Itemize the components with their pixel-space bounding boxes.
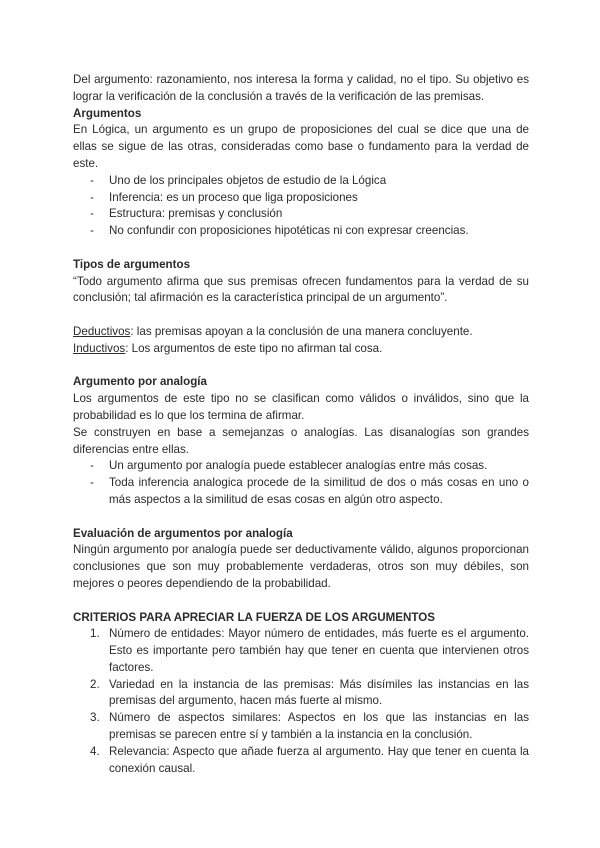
- intro-paragraph: Del argumento: razonamiento, nos interesa la forma y calidad, no el tipo. Su objetivo es lograr la verificación de la conclusión a través de la verificación de las premisas.: [73, 73, 529, 103]
- document-page: [73, 72, 529, 777]
- spacer: [73, 358, 529, 375]
- spacer: [73, 593, 529, 610]
- list-item: [73, 710, 529, 744]
- dash-bullet: -: [90, 190, 94, 204]
- list-item-text: Inferencia: es un proceso que liga proposiciones: [109, 190, 358, 204]
- evaluacion-paragraph: Ningún argumento por analogía puede ser deductivamente válido, algunos proporcionan conclusiones que son muy probablemente verdaderas, otros son muy débiles, son mejores o peores dependiendo de la probabilidad.: [73, 543, 529, 590]
- dash-bullet: -: [90, 459, 94, 473]
- argumentos-list: [73, 173, 529, 240]
- list-item-text: Estructura: premisas y conclusión: [109, 207, 283, 221]
- analogia-paragraph-2: Se construyen en base a semejanzas o analogías. Las disanalogías son grandes diferencias entre ellas.: [73, 425, 529, 456]
- dash-bullet: -: [90, 207, 94, 221]
- analogia-paragraph-1: Los argumentos de este tipo no se clasifican como válidos o inválidos, sino que la probabilidad es lo que los termina de afirmar.: [73, 392, 529, 422]
- list-item: [73, 677, 529, 711]
- inductivos-text: : Los argumentos de este tipo no afirman tal cosa.: [125, 341, 383, 355]
- list-item-text: No confundir con proposiciones hipotéticas ni con expresar creencias.: [109, 224, 469, 238]
- list-item-text: Toda inferencia analogica procede de la similitud de dos o más cosas en uno o más aspectos a la similitud de esas cosas en algún otro aspecto.: [109, 476, 529, 506]
- deductivos-term: Deductivos: [73, 324, 131, 338]
- list-item-text: Uno de los principales objetos de estudio de la Lógica: [109, 173, 387, 187]
- spacer: [73, 509, 529, 526]
- list-item: [73, 206, 529, 223]
- list-item-text: Variedad en la instancia de las premisas: Más disímiles las instancias en las premisas del argumento, hacen más fuerte al mismo.: [109, 677, 529, 708]
- list-number: 3.: [90, 711, 100, 725]
- heading-analogia: Argumento por analogía: [73, 375, 207, 389]
- list-item-text: Relevancia: Aspecto que añade fuerza al argumento. Hay que tener en cuenta la conexión causal.: [109, 744, 529, 775]
- criterios-list: [73, 626, 529, 777]
- tipos-quote: “Todo argumento afirma que sus premisas ofrecen fundamentos para la verdad de su conclusión; tal afirmación es la característica principal de un argumento”.: [73, 274, 529, 305]
- list-number: 1.: [90, 627, 100, 641]
- list-number: 4.: [90, 744, 100, 758]
- list-item: [73, 173, 529, 190]
- deductivos-line: [73, 324, 529, 341]
- list-item-text: Número de aspectos similares: Aspectos en los que las instancias en las premisas se parecen entre sí y también a la instancia en la conclusión.: [109, 711, 529, 742]
- deductivos-text: : las premisas apoyan a la conclusión de una manera concluyente.: [130, 324, 473, 338]
- analogia-list: [73, 458, 529, 508]
- list-item: [73, 626, 529, 676]
- list-item-text: Número de entidades: Mayor número de entidades, más fuerte es el argumento. Esto es importante pero también hay que tener en cuenta que intervienen otros factores.: [109, 627, 529, 674]
- list-item: [73, 744, 529, 778]
- spacer: [73, 240, 529, 257]
- heading-criterios: CRITERIOS PARA APRECIAR LA FUERZA DE LOS ARGUMENTOS: [73, 610, 435, 624]
- list-item-text: Un argumento por analogía puede establecer analogías entre más cosas.: [109, 459, 488, 473]
- argumentos-paragraph: En Lógica, un argumento es un grupo de proposiciones del cual se dice que una de ellas se sigue de las otras, consideradas como base o fundamento para la verdad de este.: [73, 123, 529, 170]
- list-item: [73, 223, 529, 240]
- dash-bullet: -: [90, 224, 94, 238]
- spacer: [73, 307, 529, 324]
- heading-tipos: Tipos de argumentos: [73, 257, 191, 271]
- heading-argumentos: Argumentos: [73, 106, 142, 120]
- list-item: [73, 475, 529, 509]
- list-item: [73, 190, 529, 207]
- list-number: 2.: [90, 677, 100, 691]
- list-item: [73, 458, 529, 475]
- dash-bullet: -: [90, 476, 94, 490]
- heading-evaluacion: Evaluación de argumentos por analogía: [73, 526, 293, 540]
- dash-bullet: -: [90, 173, 94, 187]
- inductivos-term: Inductivos: [73, 341, 126, 355]
- inductivos-line: [73, 341, 529, 358]
